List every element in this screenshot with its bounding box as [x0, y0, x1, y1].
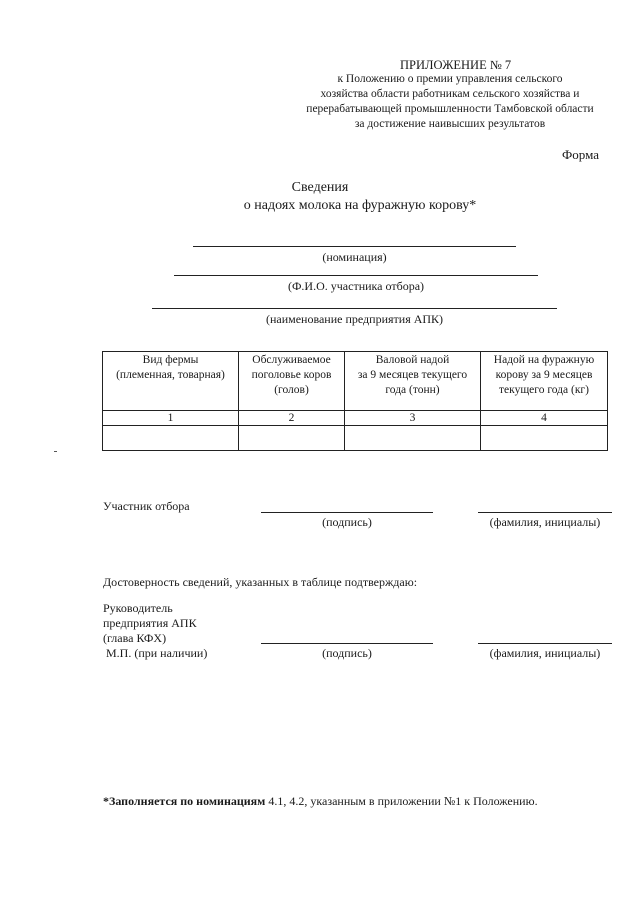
column-number: 4	[481, 411, 608, 426]
enterprise-name-caption: (наименование предприятия АПК)	[265, 312, 444, 326]
appendix-reference-line: перерабатывающей промышленности Тамбовской области	[306, 103, 594, 115]
nomination-line[interactable]	[193, 246, 516, 247]
enterprise-name-line[interactable]	[152, 308, 557, 309]
table-header-cell	[103, 352, 239, 411]
table-cell-gross-yield[interactable]	[345, 426, 481, 451]
column-number: 3	[345, 411, 481, 426]
appendix-reference-line: к Положению о премии управления сельского	[337, 73, 563, 85]
head-label	[103, 601, 197, 646]
header-line: за 9 месяцев текущего	[357, 369, 468, 381]
document-subtitle: о надоях молока на фуражную корову*	[243, 198, 477, 213]
table-cell-yield-per-cow[interactable]	[481, 426, 608, 451]
head-label-line: предприятия АПК	[103, 616, 197, 630]
signature-caption: (подпись)	[322, 646, 372, 660]
table-row	[103, 426, 608, 451]
appendix-title: ПРИЛОЖЕНИЕ № 7	[400, 58, 512, 72]
confirmation-text: Достоверность сведений, указанных в таблице подтверждаю:	[103, 575, 418, 589]
header-line: года (тонн)	[385, 384, 440, 396]
header-line: поголовье коров	[251, 369, 332, 381]
table-header-cell	[481, 352, 608, 411]
form-label: Форма	[562, 147, 599, 162]
signature-caption: (подпись)	[322, 515, 372, 529]
margin-mark	[54, 451, 57, 452]
header-line: (голов)	[274, 384, 309, 396]
participant-name-signature-line[interactable]	[478, 512, 612, 513]
table-cell-herd-size[interactable]	[239, 426, 345, 451]
appendix-reference-line: хозяйства области работникам сельского хозяйства и	[320, 88, 580, 100]
head-label-line: Руководитель	[103, 601, 173, 615]
column-number: 1	[103, 411, 239, 426]
head-label-line: (глава КФХ)	[103, 631, 167, 645]
participant-name-caption: (Ф.И.О. участника отбора)	[287, 279, 425, 293]
header-line: Вид фермы	[142, 354, 199, 366]
document-title: Сведения	[291, 180, 349, 195]
name-caption: (фамилия, инициалы)	[489, 646, 601, 660]
footnote-bold: *Заполняется по номинациям	[103, 794, 266, 808]
stamp-label: М.П. (при наличии)	[106, 646, 208, 660]
header-line: Валовой надой	[375, 354, 450, 366]
footnote	[103, 794, 538, 809]
appendix-reference	[270, 72, 630, 132]
header-line: текущего года (кг)	[499, 384, 589, 396]
header-line: (племенная, товарная)	[116, 369, 225, 381]
table-cell-farm-type[interactable]	[103, 426, 239, 451]
milk-yield-table	[102, 351, 608, 451]
participant-signature-line[interactable]	[261, 512, 433, 513]
appendix-reference-line: за достижение наивысших результатов	[354, 118, 546, 130]
table-header-cell	[239, 352, 345, 411]
footnote-text: 4.1, 4.2, указанным в приложении №1 к Положению.	[265, 794, 538, 808]
table-header-cell	[345, 352, 481, 411]
name-caption: (фамилия, инициалы)	[489, 515, 601, 529]
table-number-row	[103, 411, 608, 426]
table-header-row	[103, 352, 608, 411]
header-line: корову за 9 месяцев	[495, 369, 593, 381]
header-line: Обслуживаемое	[252, 354, 331, 366]
participant-label: Участник отбора	[103, 499, 190, 513]
column-number: 2	[239, 411, 345, 426]
head-signature-line[interactable]	[261, 643, 433, 644]
nomination-caption: (номинация)	[322, 250, 387, 264]
participant-name-line[interactable]	[174, 275, 538, 276]
head-name-line[interactable]	[478, 643, 612, 644]
header-line: Надой на фуражную	[493, 354, 595, 366]
